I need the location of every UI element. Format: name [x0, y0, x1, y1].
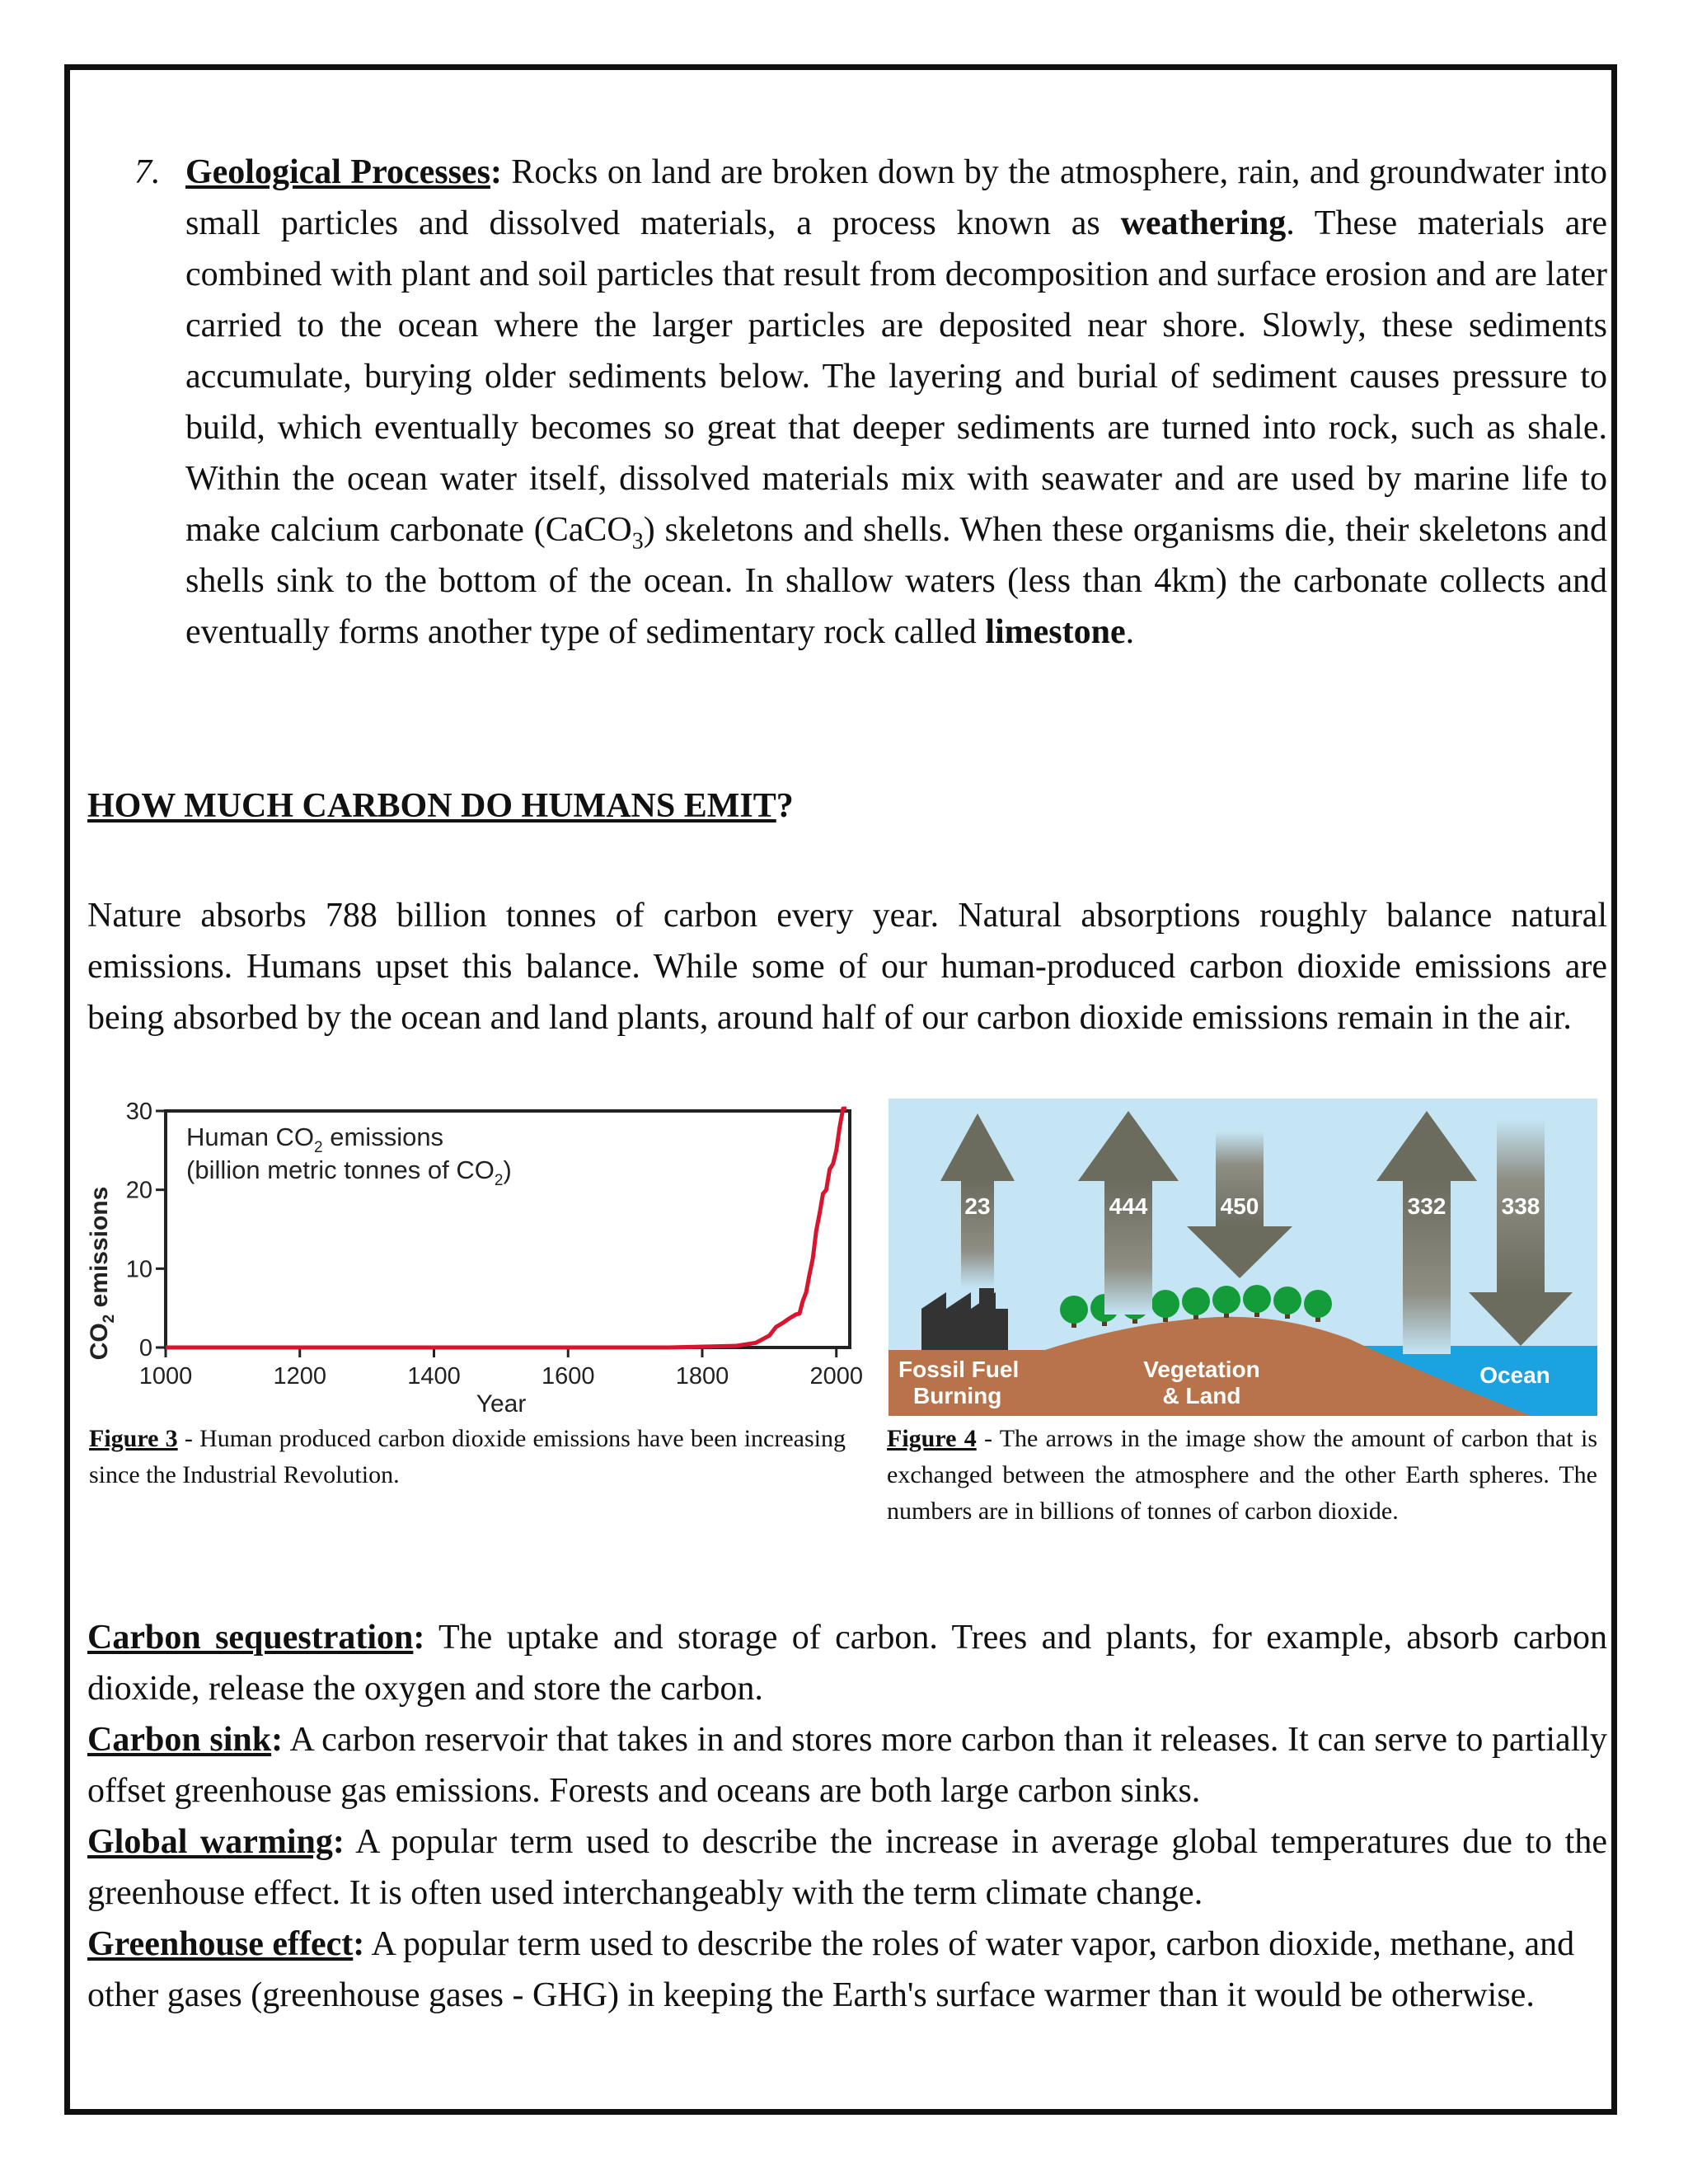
figure-3-caption: Figure 3 - Human produced carbon dioxide emissions have been increasing since the Industrial Revolution. — [89, 1425, 846, 1488]
definition-carbon-sink: Carbon sink: A carbon reservoir that takes in and stores more carbon than it releases. It can serve to partially offset greenhouse gas emissions. Forests and oceans are both large carbon sinks. — [87, 1721, 1607, 1810]
label-ocean: Ocean — [1479, 1362, 1550, 1388]
chart-title-line1: Human $CO_2$ emissions — [186, 1122, 444, 1156]
chart-title-line2: (billion metric tonnes of $CO_2$) — [186, 1155, 512, 1189]
label-burning: Burning — [913, 1383, 1002, 1408]
definition-carbon-sequestration: Carbon sequestration: The uptake and storage of carbon. Trees and plants, for example, absorb carbon dioxide, release the oxygen and store the carbon. — [87, 1619, 1607, 1708]
tree-icon — [1243, 1285, 1271, 1313]
svg-text:444: 444 — [1109, 1193, 1148, 1219]
tree-icon — [1060, 1296, 1088, 1324]
list-number: 7. — [134, 153, 161, 191]
x-tick-label: 2000 — [809, 1363, 863, 1390]
section-heading: HOW MUCH CARBON DO HUMANS EMIT? — [87, 787, 794, 825]
tree-icon — [1212, 1286, 1240, 1314]
tree-icon — [1273, 1286, 1301, 1315]
list-item-geological-processes: 7. Geological Processes: Rocks on land are broken down by the atmosphere, rain, and groundwater into small particles and dissolved materials, a process known as weathering. These materials are combined with plant and soil particles that result from decomposition and surface erosion and are later carried to the ocean where the larger particles are deposited near shore. Slowly, these sediments accumulate, burying older sediments below. The layering and burial of sediment causes pressure to build, which eventually becomes so great that deeper sediments are turned into rock, such as shale. Within the ocean water itself, dissolved materials mix with seawater and are used by marine life to make calcium carbonate (CaCO$_3$) skeletons and shells. When these organisms die, their skeletons and shells sink to the bottom of the ocean. In shallow waters (less than 4km) the carbonate collects and eventually forms another type of sedimentary rock called limestone. — [185, 147, 1607, 658]
svg-text:338: 338 — [1501, 1193, 1540, 1219]
label-vegetation: Vegetation — [1143, 1357, 1260, 1382]
definition-greenhouse-effect: Greenhouse effect: A popular term used to describe the roles of water vapor, carbon dioxide, methane, and other gases (greenhouse gases - GHG) in keeping the Earth's surface warmer than it would be otherwise. — [87, 1925, 1575, 2014]
y-tick-label: 20 — [125, 1177, 152, 1204]
intro-paragraph: Nature absorbs 788 billion tonnes of carbon every year. Natural absorptions roughly balance natural emissions. Humans upset this balance. While some of our human-produced carbon dioxide emissions are being absorbed by the ocean and land plants, around half of our carbon dioxide emissions remain in the air. — [87, 897, 1607, 1037]
figure-3-chart — [86, 1096, 863, 1418]
x-tick-label: 1800 — [675, 1363, 729, 1390]
tree-icon — [1182, 1287, 1210, 1315]
svg-text:332: 332 — [1407, 1193, 1447, 1219]
label-and-land: & Land — [1162, 1383, 1241, 1408]
x-tick-label: 1000 — [138, 1363, 193, 1390]
bold-limestone: limestone — [985, 613, 1126, 651]
x-tick-label: 1200 — [273, 1363, 327, 1390]
tree-icon — [1151, 1290, 1179, 1318]
y-tick-label: 10 — [125, 1256, 152, 1283]
y-tick-label: 0 — [138, 1335, 152, 1361]
chart-y-axis-label: $CO_2$ emissions — [86, 1186, 118, 1361]
figure-4-illustration — [889, 1099, 1597, 1416]
svg-text:23: 23 — [964, 1193, 991, 1219]
definitions — [87, 1612, 1607, 2021]
chart-x-axis-label: Year — [476, 1390, 527, 1418]
y-tick-label: 30 — [125, 1099, 152, 1125]
label-fossil-fuel: Fossil Fuel — [898, 1357, 1020, 1382]
tree-icon — [1304, 1290, 1332, 1318]
definition-global-warming: Global warming: A popular term used to describe the increase in average global temperatures due to the greenhouse effect. It is often used interchangeably with the term climate change. — [87, 1823, 1607, 1912]
bold-weathering: weathering — [1120, 204, 1287, 242]
figure-4-caption: Figure 4 - The arrows in the image show the amount of carbon that is exchanged between the atmosphere and the other Earth spheres. The numbers are in billions of tonnes of carbon dioxide. — [887, 1425, 1597, 1525]
x-tick-label: 1400 — [407, 1363, 461, 1390]
term-geological-processes: Geological Processes — [185, 153, 490, 191]
x-tick-label: 1600 — [541, 1363, 595, 1390]
svg-text:450: 450 — [1220, 1193, 1259, 1219]
